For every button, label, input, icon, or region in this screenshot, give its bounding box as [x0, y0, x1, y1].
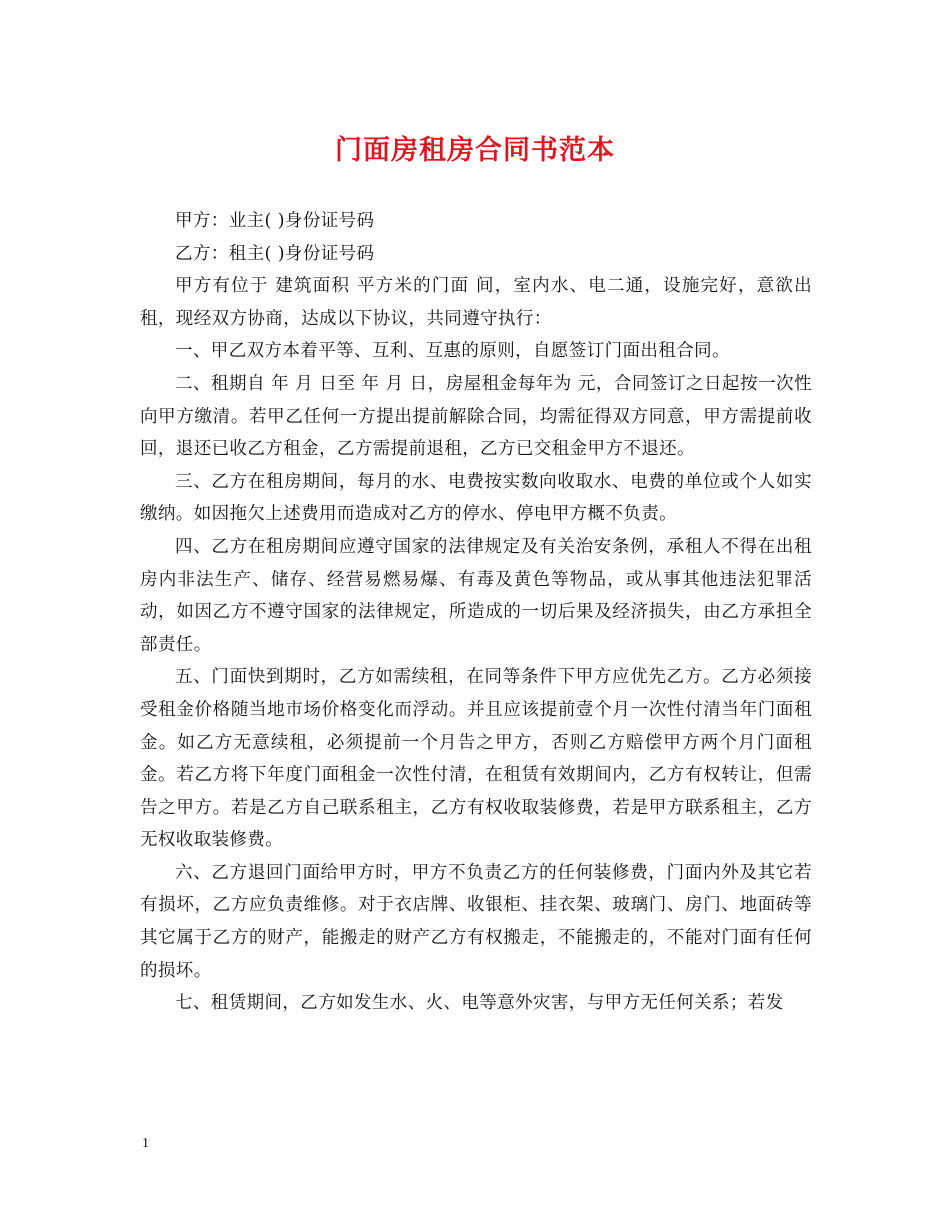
- page-number: 1: [142, 1136, 149, 1151]
- clause-1: 一、甲乙双方本着平等、互利、互惠的原则，自愿签订门面出租合同。: [175, 341, 730, 362]
- clause-7: 七、租赁期间，乙方如发生水、火、电等意外灾害，与甲方无任何关系；若发: [175, 993, 784, 1014]
- party-b-line: 乙方：租主( )身份证号码: [175, 243, 375, 264]
- clause-3: 三、乙方在租房期间，每月的水、电费按实数向收取水、电费的单位或个人如实缴纳。如因拖欠上述费用而造成对乙方的停水、停电甲方概不负责。: [140, 471, 812, 525]
- preamble-paragraph: 甲方有位于 建筑面积 平方米的门面 间，室内水、电二通，设施完好，意欲出租，现经双方协商，达成以下协议，共同遵守执行：: [140, 276, 812, 329]
- clause-2: 二、租期自 年 月 日至 年 月 日，房屋租金每年为 元，合同签订之日起按一次性向甲方缴清。若甲乙任何一方提出提前解除合同，均需征得双方同意，甲方需提前收回，退还已收乙方租金，乙方需提前退租，乙方已交租金甲方不退还。: [140, 373, 812, 460]
- clause-4: 四、乙方在租房期间应遵守国家的法律规定及有关治安条例，承租人不得在出租房内非法生产、储存、经营易燃易爆、有毒及黄色等物品，或从事其他违法犯罪活动，如因乙方不遵守国家的法律规定，所造成的一切后果及经济损失，由乙方承担全部责任。: [140, 536, 812, 655]
- document-title: 门面房租房合同书范本: [335, 135, 615, 166]
- clause-5: 五、门面快到期时，乙方如需续租，在同等条件下甲方应优先乙方。乙方必须接受租金价格随当地市场价格变化而浮动。并且应该提前壹个月一次性付清当年门面租金。如乙方无意续租，必须提前一个月告之甲方，否则乙方赔偿甲方两个月门面租金。若乙方将下年度门面租金一次性付清，在租赁有效期间内，乙方有权转让，但需告之甲方。若是乙方自己联系租主，乙方有权收取装修费，若是甲方联系租主，乙方无权收取装修费。: [140, 667, 812, 851]
- contract-body: [140, 205, 812, 1020]
- clause-6: 六、乙方退回门面给甲方时，甲方不负责乙方的任何装修费，门面内外及其它若有损坏，乙方应负责维修。对于衣店牌、收银柜、挂衣架、玻璃门、房门、地面砖等其它属于乙方的财产，能搬走的财产乙方有权搬走，不能搬走的，不能对门面有任何的损坏。: [140, 862, 812, 981]
- party-a-line: 甲方：业主( )身份证号码: [175, 211, 375, 231]
